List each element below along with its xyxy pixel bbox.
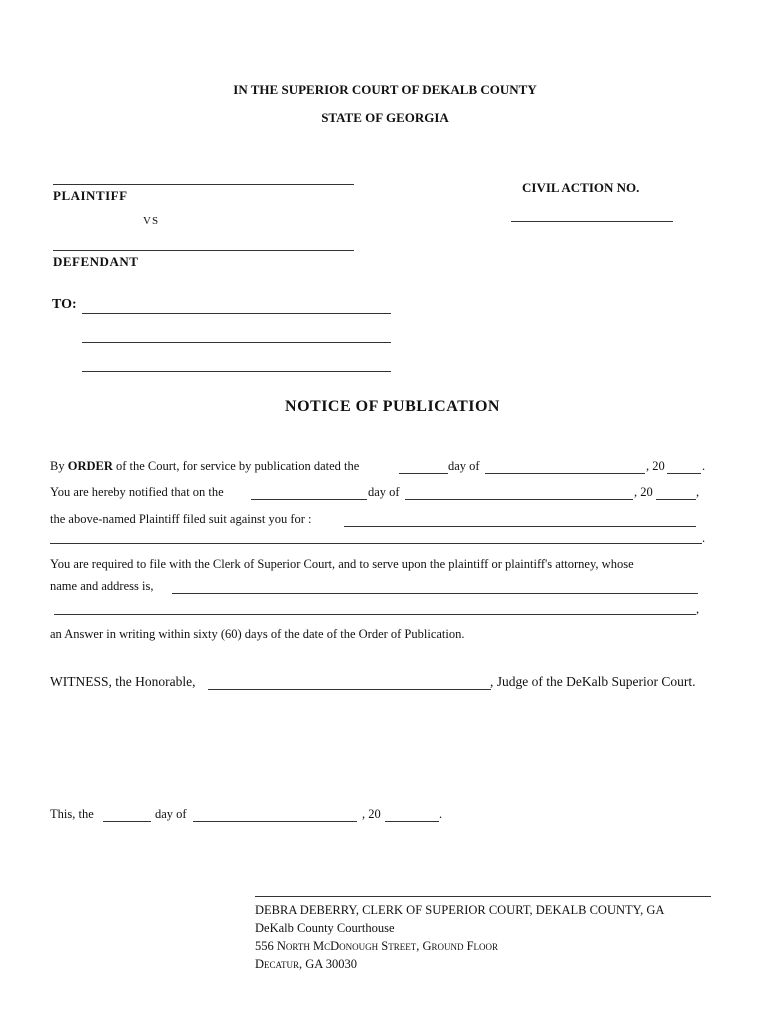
- clerk-name: DEBRA DEBERRY, CLERK OF SUPERIOR COURT, DEKALB COUNTY, GA: [255, 903, 665, 917]
- address-comma: ,: [696, 602, 700, 616]
- notified-year-line[interactable]: [656, 499, 696, 500]
- order-year-prefix: , 20: [646, 459, 665, 473]
- civil-action-label: CIVIL ACTION NO.: [522, 180, 640, 195]
- order-text: [50, 459, 359, 474]
- answer-text: an Answer in writing within sixty (60) days of the date of the Order of Publication.: [50, 627, 465, 641]
- vs-label: VS: [143, 215, 160, 227]
- civil-action-number-line[interactable]: [511, 221, 673, 222]
- courthouse-street: 556 North McDonough Street, Ground Floor: [255, 939, 499, 953]
- notified-month-line[interactable]: [405, 499, 633, 500]
- suit-period: .: [702, 531, 706, 545]
- order-day-line[interactable]: [399, 473, 448, 474]
- signed-year-prefix: , 20: [362, 807, 381, 821]
- judge-name-line[interactable]: [208, 689, 491, 690]
- order-day-of: day of: [448, 459, 480, 473]
- notified-comma: ,: [696, 485, 700, 499]
- attorney-address-line-1[interactable]: [172, 593, 698, 594]
- witness-text: WITNESS, the Honorable,: [50, 674, 196, 689]
- defendant-label: DEFENDANT: [53, 254, 139, 269]
- required-text: You are required to file with the Clerk of Superior Court, and to serve upon the plaintiff or plaintiff's attorney, whose: [50, 557, 634, 571]
- this-the-text: This, the: [50, 807, 94, 821]
- attorney-address-line-2[interactable]: [54, 614, 696, 615]
- state-heading: STATE OF GEORGIA: [321, 110, 449, 125]
- signed-day-line[interactable]: [103, 821, 151, 822]
- suit-reason-line-1[interactable]: [344, 526, 696, 527]
- signed-day-of: day of: [155, 807, 187, 821]
- plaintiff-name-line[interactable]: [53, 184, 354, 185]
- court-heading: IN THE SUPERIOR COURT OF DEKALB COUNTY: [233, 82, 537, 97]
- signed-year-line[interactable]: [385, 821, 439, 822]
- defendant-name-line[interactable]: [53, 250, 354, 251]
- clerk-signature-line[interactable]: [255, 896, 711, 897]
- signed-period: .: [439, 807, 443, 821]
- order-rest: of the Court, for service by publication dated the: [112, 459, 360, 473]
- to-line-2[interactable]: [82, 342, 391, 343]
- notified-date-line[interactable]: [251, 499, 367, 500]
- suit-text: the above-named Plaintiff filed suit against you for :: [50, 512, 312, 526]
- name-address-text: name and address is,: [50, 579, 154, 593]
- notified-year-prefix: , 20: [634, 485, 653, 499]
- to-line-3[interactable]: [82, 371, 391, 372]
- notified-text: You are hereby notified that on the: [50, 485, 224, 499]
- notice-title: NOTICE OF PUBLICATION: [285, 398, 500, 415]
- plaintiff-label: PLAINTIFF: [53, 188, 128, 203]
- judge-title-text: , Judge of the DeKalb Superior Court.: [490, 674, 696, 689]
- courthouse-name: DeKalb County Courthouse: [255, 921, 395, 935]
- courthouse-city: Decatur, GA 30030: [255, 957, 358, 971]
- order-by: By: [50, 459, 68, 473]
- to-label: TO:: [52, 297, 77, 312]
- order-year-line[interactable]: [667, 473, 701, 474]
- order-month-line[interactable]: [485, 473, 645, 474]
- notified-day-of: day of: [368, 485, 400, 499]
- order-word: ORDER: [67, 459, 113, 473]
- order-period: .: [702, 459, 706, 473]
- to-line-1[interactable]: [82, 313, 391, 314]
- suit-reason-line-2[interactable]: [50, 543, 702, 544]
- signed-month-line[interactable]: [193, 821, 357, 822]
